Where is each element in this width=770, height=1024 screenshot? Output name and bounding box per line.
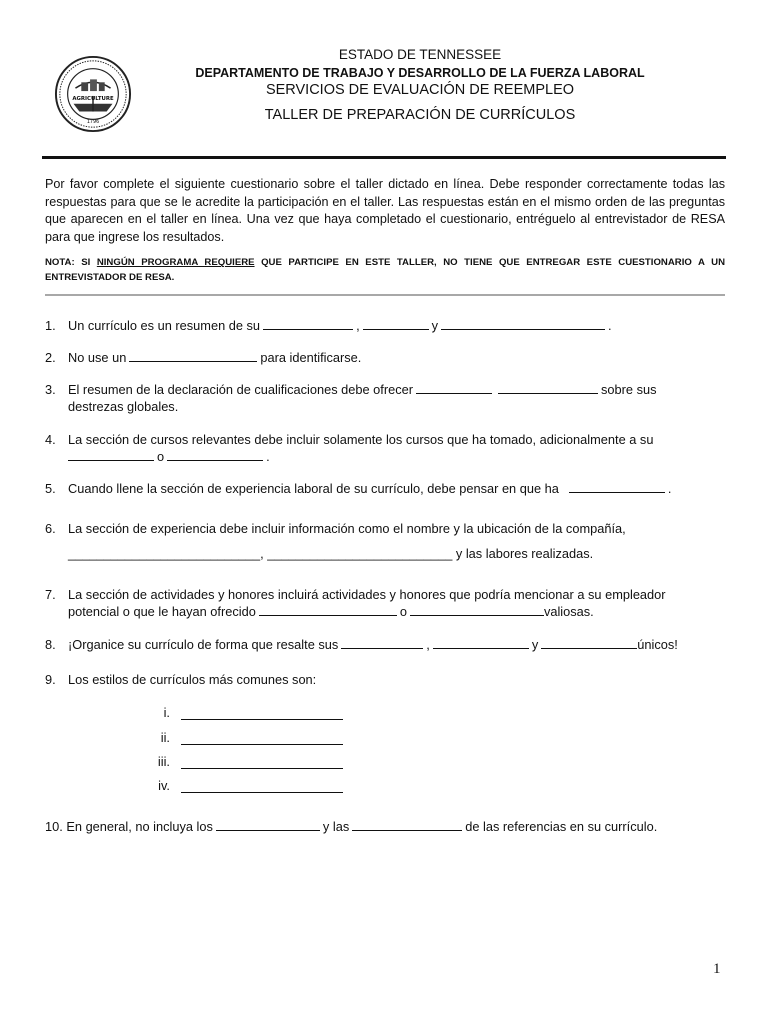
question-6 xyxy=(45,521,735,536)
header-divider xyxy=(42,156,726,159)
question-number: 7. xyxy=(45,587,56,602)
question-text: La sección de actividades y honores incluirá actividades y honores que podría mencionar a su empleador xyxy=(68,587,666,602)
question-text: En general, no incluya los xyxy=(66,819,213,834)
question-4-continuation xyxy=(68,449,270,464)
intro-paragraph: Por favor complete el siguiente cuestionario sobre el taller dictado en línea. Debe responder correctamente todas las respuestas para que se le acredite la participación en el taller. Las respuestas están en el mismo orden de las preguntas que aparecen en el taller en línea. Una vez que haya completado el cuestionario, entréguelo al entrevistador de RESA para que ingrese los resultados. xyxy=(45,177,725,244)
question-number: 3. xyxy=(45,382,56,397)
header-state: ESTADO DE TENNESSEE xyxy=(338,47,502,62)
question-7-continuation xyxy=(68,604,594,619)
answer-blank[interactable] xyxy=(352,819,462,831)
question-text: o xyxy=(399,604,407,619)
answer-blank[interactable] xyxy=(569,481,665,493)
question-text: ¡Organice su currículo de forma que resalte sus xyxy=(68,637,339,652)
question-2 xyxy=(45,350,735,365)
question-text: y xyxy=(431,318,439,333)
header-service: SERVICIOS DE EVALUACIÓN DE REEMPLEO xyxy=(265,82,575,98)
question-text: El resumen de la declaración de cualificaciones debe ofrecer xyxy=(68,382,414,397)
answer-blank[interactable] xyxy=(433,637,529,649)
question-text: y xyxy=(531,637,539,652)
seal-year: 1796 xyxy=(86,119,100,126)
question-text: únicos! xyxy=(637,637,678,652)
question-text: , xyxy=(356,318,360,333)
roman-numeral: i. xyxy=(163,705,170,720)
roman-numeral: ii. xyxy=(160,730,170,745)
question-number: 2. xyxy=(45,350,56,365)
seal-text: AGRICULTURE xyxy=(72,95,114,102)
page-number: 1 xyxy=(713,961,721,977)
roman-numeral: iii. xyxy=(157,754,170,769)
answer-blank[interactable] xyxy=(68,449,154,461)
question-number: 6. xyxy=(45,521,56,536)
answer-blank[interactable] xyxy=(259,604,397,616)
question-number: 9. xyxy=(45,672,56,687)
question-number: 5. xyxy=(45,481,56,496)
answer-blank-company-location[interactable]: __________________________ y las labores realizadas. xyxy=(267,546,594,561)
question-8 xyxy=(45,637,735,652)
question-text: . xyxy=(608,318,612,333)
answer-blank[interactable] xyxy=(181,719,343,720)
answer-blank-company-name[interactable]: ___________________________, xyxy=(68,546,264,561)
question-1 xyxy=(45,318,735,333)
question-5 xyxy=(45,481,735,496)
question-3-continuation: destrezas globales. xyxy=(68,399,179,414)
answer-blank[interactable] xyxy=(541,637,637,649)
question-text: potencial o que le hayan ofrecido xyxy=(68,604,256,619)
header-workshop: TALLER DE PREPARACIÓN DE CURRÍCULOS xyxy=(264,107,576,123)
answer-blank[interactable] xyxy=(441,318,605,330)
question-number: 10. xyxy=(45,819,63,834)
question-text: para identificarse. xyxy=(260,350,362,365)
answer-blank[interactable] xyxy=(181,792,343,793)
tennessee-state-seal xyxy=(54,55,132,133)
note-prefix: NOTA: SI xyxy=(45,257,97,268)
question-6-continuation xyxy=(68,546,593,561)
answer-blank[interactable] xyxy=(129,350,257,362)
question-7 xyxy=(45,587,735,602)
answer-blank[interactable] xyxy=(263,318,353,330)
roman-numeral: iv. xyxy=(158,778,170,793)
question-text: Los estilos de currículos más comunes son: xyxy=(68,672,317,687)
question-number: 8. xyxy=(45,637,56,652)
question-9 xyxy=(45,672,735,687)
answer-blank[interactable] xyxy=(363,318,429,330)
question-text: . xyxy=(667,481,672,496)
question-number: 1. xyxy=(45,318,56,333)
answer-blank[interactable] xyxy=(167,449,263,461)
question-text: y las xyxy=(322,819,350,834)
note-paragraph xyxy=(45,256,725,285)
section-divider xyxy=(45,294,725,296)
question-3 xyxy=(45,382,735,397)
header-department: DEPARTAMENTO DE TRABAJO Y DESARROLLO DE LA FUERZA LABORAL xyxy=(195,66,645,80)
question-4 xyxy=(45,432,735,447)
note-suffix: QUE PARTICIPE EN ESTE TALLER, NO TIENE QUE ENTREGAR ESTE CUESTIONARIO A UN ENTREVISTADOR DE RESA. xyxy=(45,257,725,283)
question-text: de las referencias en su currículo. xyxy=(465,819,658,834)
answer-blank[interactable] xyxy=(216,819,320,831)
question-text: sobre sus xyxy=(601,382,657,397)
question-10 xyxy=(45,819,735,834)
question-text: , xyxy=(426,637,430,652)
question-text: valiosas. xyxy=(543,604,594,619)
question-number: 4. xyxy=(45,432,56,447)
question-text: . xyxy=(266,449,270,464)
note-underlined: NINGÚN PROGRAMA REQUIERE xyxy=(96,257,255,268)
answer-blank[interactable] xyxy=(498,382,598,394)
question-text: Un currículo es un resumen de su xyxy=(68,318,261,333)
question-text: Cuando llene la sección de experiencia laboral de su currículo, debe pensar en que ha xyxy=(68,481,559,496)
question-text: No use un xyxy=(68,350,127,365)
question-text: o xyxy=(157,449,165,464)
question-text: La sección de cursos relevantes debe incluir solamente los cursos que ha tomado, adicionalmente a su xyxy=(68,432,654,447)
answer-blank[interactable] xyxy=(416,382,492,394)
answer-blank[interactable] xyxy=(341,637,423,649)
answer-blank[interactable] xyxy=(410,604,544,616)
answer-blank[interactable] xyxy=(181,768,343,769)
question-text: La sección de experiencia debe incluir información como el nombre y la ubicación de la compañía, xyxy=(68,521,626,536)
answer-blank[interactable] xyxy=(181,744,343,745)
